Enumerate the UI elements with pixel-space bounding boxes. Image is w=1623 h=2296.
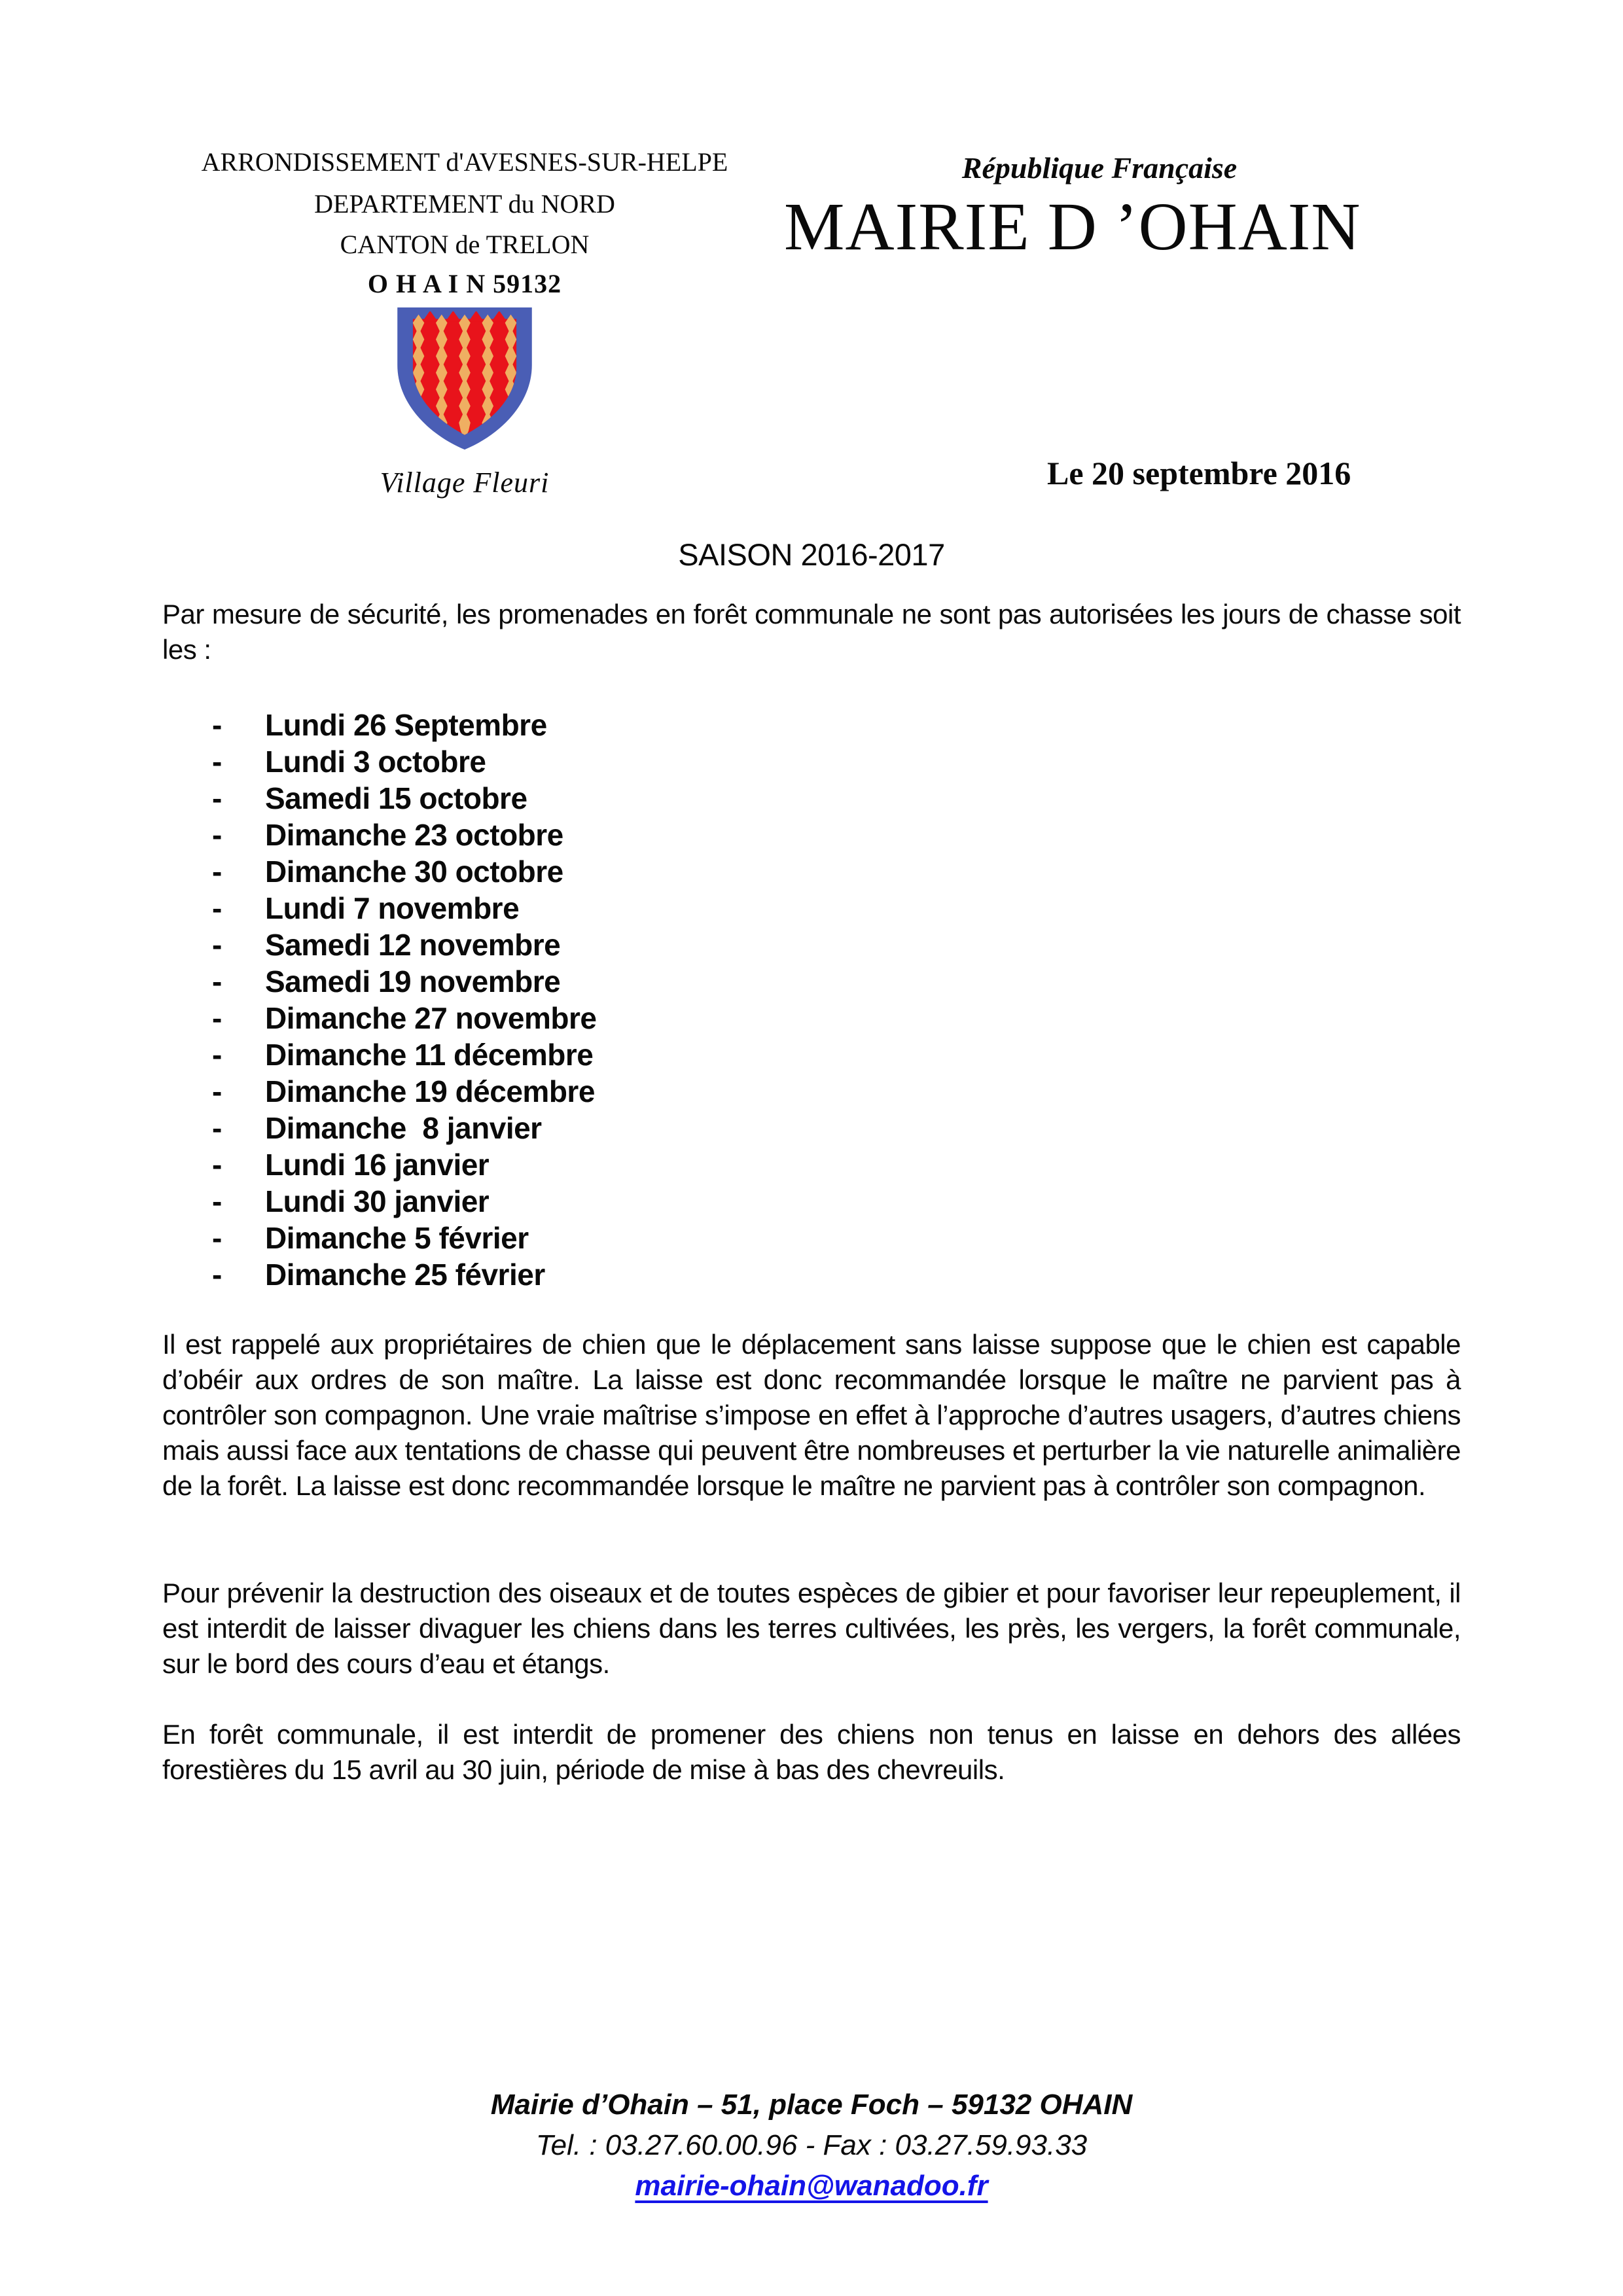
hunt-day-item	[162, 1146, 1461, 1183]
hunt-day-item	[162, 890, 1461, 927]
hunt-day-label: Samedi 19 novembre	[265, 964, 561, 998]
mairie-title: MAIRIE D ’OHAIN	[784, 189, 1361, 264]
dash-bullet: -	[212, 1001, 223, 1035]
letter-date: Le 20 septembre 2016	[1047, 455, 1351, 491]
hunt-day-item	[162, 963, 1461, 1000]
dash-bullet: -	[212, 1258, 223, 1292]
footer-phone-fax: Tel. : 03.27.60.00.96 - Fax : 03.27.59.93.33	[535, 2129, 1088, 2161]
hunt-day-label: Samedi 15 octobre	[265, 781, 527, 815]
village-fleuri-motto: Village Fleuri	[380, 467, 550, 499]
hunt-day-label: Dimanche 8 janvier	[265, 1111, 542, 1145]
arrondissement-line: ARRONDISSEMENT d'AVESNES-SUR-HELPE	[201, 147, 728, 177]
paragraph-forest-restriction: En forêt communale, il est interdit de promener des chiens non tenus en laisse en dehors des allées forestières du 15 avril au 30 juin, période de mise à bas des chevreuils.	[162, 1719, 1461, 1785]
hunt-day-item	[162, 817, 1461, 853]
hunt-day-label: Dimanche 23 octobre	[265, 818, 563, 852]
hunt-day-label: Dimanche 27 novembre	[265, 1001, 597, 1035]
dash-bullet: -	[212, 855, 223, 889]
hunt-day-label: Dimanche 25 février	[265, 1258, 545, 1292]
paragraph-game-protection: Pour prévenir la destruction des oiseaux et de toutes espèces de gibier et pour favoriser leur repeuplement, il est interdit de laisser divaguer les chiens dans les terres cultivées, les près, les vergers, la forêt communale, sur le bord des cours d’eau et étangs.	[162, 1578, 1461, 1679]
footer-address: Mairie d’Ohain – 51, place Foch – 59132 OHAIN	[490, 2089, 1133, 2121]
paragraph-leash-rules: Il est rappelé aux propriétaires de chien que le déplacement sans laisse suppose que le chien est capable d’obéir aux ordres de son maître. La laisse est donc recommandée lorsque le maître ne parvient pas à contrôler son compagnon. Une vraie maîtrise s’impose en effet à l’approche d’autres usagers, d’autres chiens mais aussi face aux tentations de chasse qui peuvent être nombreuses et perturber la vie naturelle animalière de la forêt. La laisse est donc recommandée lorsque le maître ne parvient pas à contrôler son compagnon.	[162, 1329, 1461, 1501]
canton-line: CANTON de TRELON	[340, 230, 590, 259]
dash-bullet: -	[212, 708, 223, 742]
dash-bullet: -	[212, 1074, 223, 1108]
hunt-day-label: Lundi 3 octobre	[265, 745, 486, 779]
hunt-day-item	[162, 780, 1461, 817]
hunt-day-item	[162, 1256, 1461, 1293]
dash-bullet: -	[212, 1148, 223, 1182]
hunt-day-label: Lundi 16 janvier	[265, 1148, 490, 1182]
hunt-day-item	[162, 743, 1461, 780]
season-title: SAISON 2016-2017	[678, 537, 945, 572]
dash-bullet: -	[212, 1111, 223, 1145]
dash-bullet: -	[212, 891, 223, 925]
dash-bullet: -	[212, 745, 223, 779]
hunt-day-item	[162, 1000, 1461, 1036]
dash-bullet: -	[212, 1184, 223, 1218]
hunt-day-item	[162, 1110, 1461, 1146]
hunt-day-label: Dimanche 30 octobre	[265, 855, 563, 889]
dash-bullet: -	[212, 818, 223, 852]
hunt-day-label: Lundi 26 Septembre	[265, 708, 547, 742]
hunt-days-list	[162, 707, 1461, 1293]
dash-bullet: -	[212, 964, 223, 998]
dash-bullet: -	[212, 928, 223, 962]
hunt-day-label: Samedi 12 novembre	[265, 928, 561, 962]
dash-bullet: -	[212, 781, 223, 815]
hunt-day-item	[162, 707, 1461, 743]
hunt-day-label: Lundi 30 janvier	[265, 1184, 490, 1218]
departement-line: DEPARTEMENT du NORD	[314, 189, 615, 219]
hunt-day-label: Dimanche 19 décembre	[265, 1074, 595, 1108]
hunt-day-item	[162, 853, 1461, 890]
dash-bullet: -	[212, 1221, 223, 1255]
hunt-day-item	[162, 1073, 1461, 1110]
hunt-day-item	[162, 1183, 1461, 1220]
hunt-day-label: Dimanche 5 février	[265, 1221, 529, 1255]
hunt-day-item	[162, 1036, 1461, 1073]
dash-bullet: -	[212, 1038, 223, 1072]
ohain-coat-of-arms-icon	[391, 302, 539, 453]
footer-email	[0, 2170, 1623, 2202]
hunt-day-item	[162, 1220, 1461, 1256]
intro-paragraph: Par mesure de sécurité, les promenades en forêt communale ne sont pas autorisées les jours de chasse soit les :	[162, 599, 1461, 665]
hunt-day-label: Lundi 7 novembre	[265, 891, 520, 925]
footer-email-link[interactable]: mairie-ohain@wanadoo.fr	[635, 2170, 988, 2202]
hunt-day-item	[162, 927, 1461, 963]
hunt-day-label: Dimanche 11 décembre	[265, 1038, 594, 1072]
republique-francaise: République Française	[961, 151, 1238, 185]
commune-line: O H A I N 59132	[367, 269, 562, 298]
